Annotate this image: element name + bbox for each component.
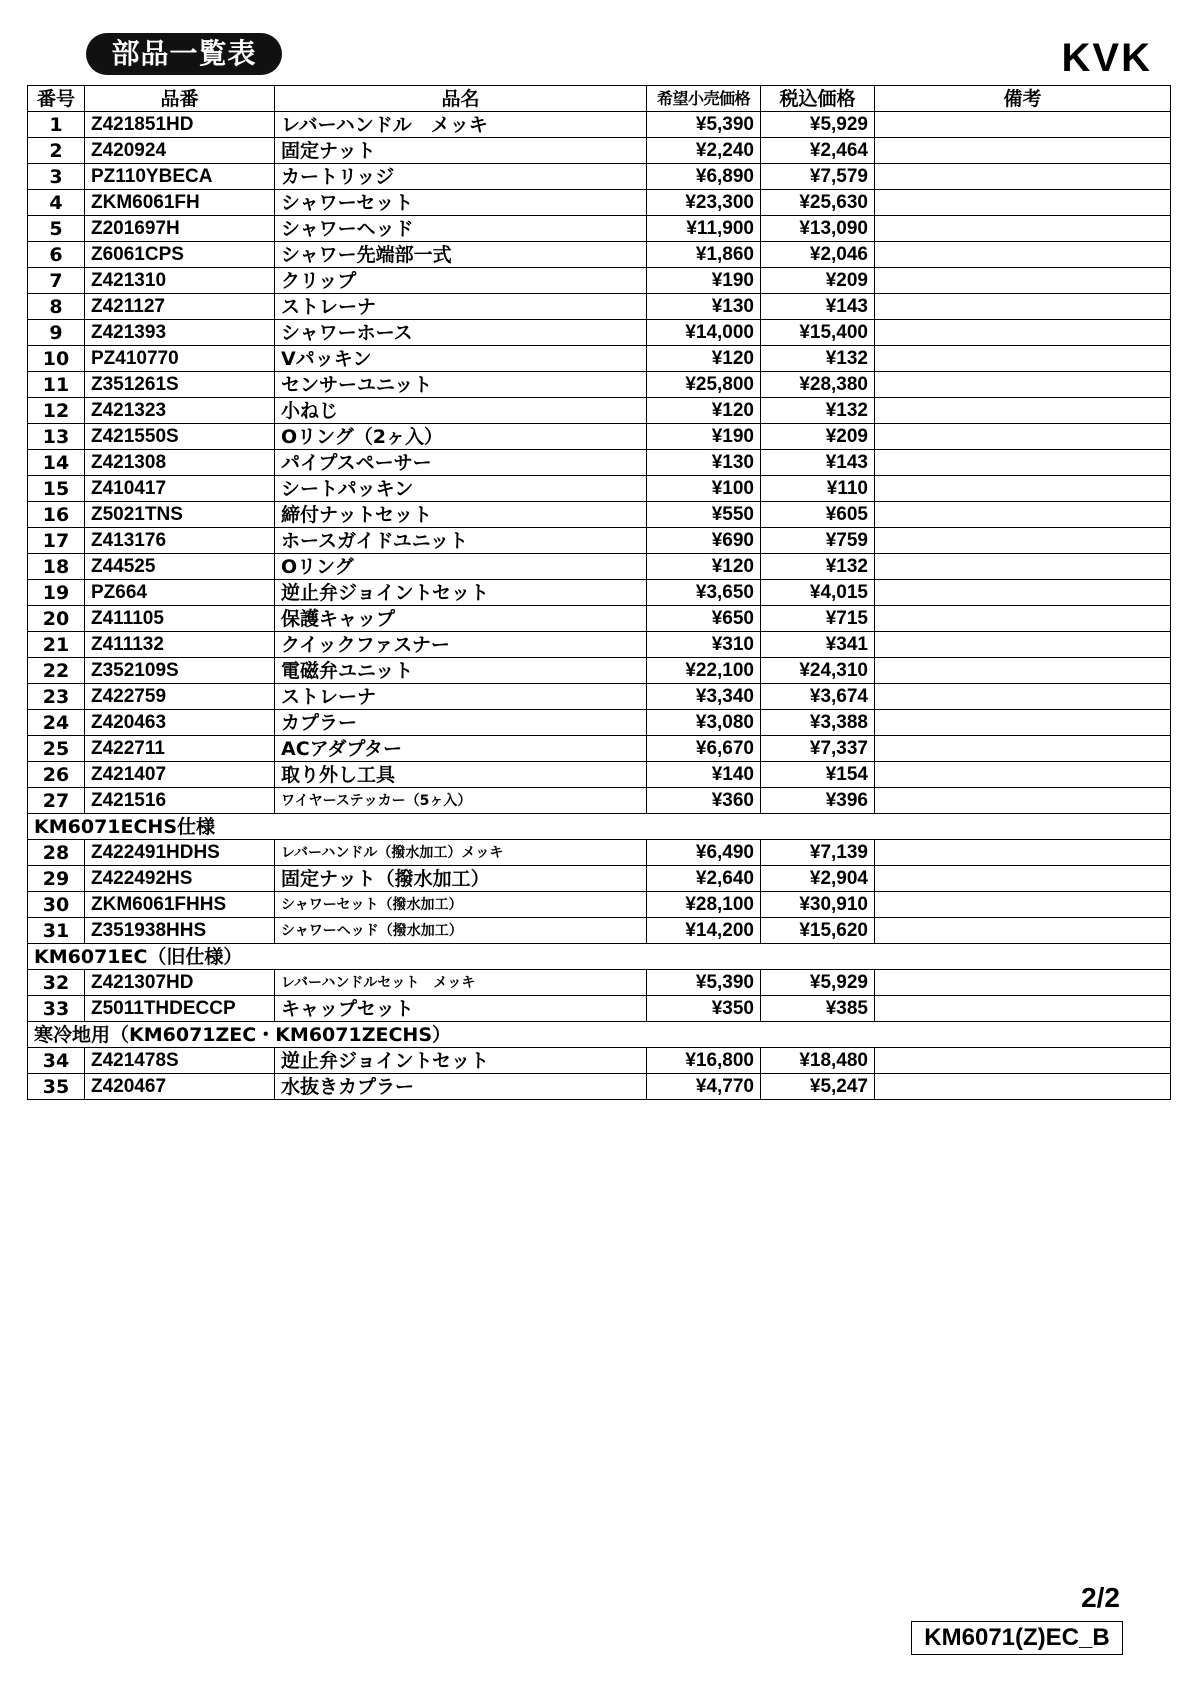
cell-code: Z422492HS	[85, 866, 275, 892]
cell-price: ¥550	[647, 502, 761, 528]
cell-note	[875, 580, 1171, 606]
cell-code: PZ410770	[85, 346, 275, 372]
cell-tax-price: ¥715	[761, 606, 875, 632]
cell-note	[875, 710, 1171, 736]
cell-code: Z201697H	[85, 216, 275, 242]
cell-code: ZKM6061FHHS	[85, 892, 275, 918]
cell-note	[875, 554, 1171, 580]
cell-name: シャワーセット	[275, 190, 647, 216]
cell-no: 33	[28, 996, 85, 1022]
cell-code: Z421550S	[85, 424, 275, 450]
cell-note	[875, 892, 1171, 918]
table-row	[28, 762, 1171, 788]
table-row	[28, 606, 1171, 632]
cell-note	[875, 190, 1171, 216]
cell-no: 34	[28, 1048, 85, 1074]
section-row	[28, 814, 1171, 840]
cell-no: 12	[28, 398, 85, 424]
cell-code: Z352109S	[85, 658, 275, 684]
cell-tax-price: ¥4,015	[761, 580, 875, 606]
cell-code: Z6061CPS	[85, 242, 275, 268]
cell-name: レバーハンドルセット メッキ	[275, 970, 647, 996]
cell-code: Z421516	[85, 788, 275, 814]
cell-name: 小ねじ	[275, 398, 647, 424]
cell-note	[875, 970, 1171, 996]
table-row	[28, 684, 1171, 710]
cell-price: ¥3,080	[647, 710, 761, 736]
cell-price: ¥310	[647, 632, 761, 658]
cell-price: ¥6,670	[647, 736, 761, 762]
cell-name: カプラー	[275, 710, 647, 736]
table-row	[28, 164, 1171, 190]
cell-tax-price: ¥7,579	[761, 164, 875, 190]
header-tax: 税込価格	[761, 86, 875, 112]
cell-tax-price: ¥2,904	[761, 866, 875, 892]
cell-tax-price: ¥15,620	[761, 918, 875, 944]
cell-note	[875, 632, 1171, 658]
table-row	[28, 528, 1171, 554]
cell-tax-price: ¥759	[761, 528, 875, 554]
cell-no: 31	[28, 918, 85, 944]
cell-code: Z351938HHS	[85, 918, 275, 944]
cell-code: Z420463	[85, 710, 275, 736]
table-row	[28, 840, 1171, 866]
cell-name: 固定ナット	[275, 138, 647, 164]
cell-note	[875, 918, 1171, 944]
cell-price: ¥28,100	[647, 892, 761, 918]
table-row	[28, 788, 1171, 814]
cell-tax-price: ¥5,929	[761, 112, 875, 138]
cell-price: ¥120	[647, 398, 761, 424]
cell-note	[875, 294, 1171, 320]
cell-note	[875, 268, 1171, 294]
cell-no: 28	[28, 840, 85, 866]
cell-tax-price: ¥30,910	[761, 892, 875, 918]
cell-code: PZ664	[85, 580, 275, 606]
cell-code: Z422711	[85, 736, 275, 762]
cell-no: 29	[28, 866, 85, 892]
table-row	[28, 632, 1171, 658]
cell-note	[875, 658, 1171, 684]
cell-note	[875, 840, 1171, 866]
table-row	[28, 346, 1171, 372]
cell-note	[875, 320, 1171, 346]
cell-price: ¥5,390	[647, 112, 761, 138]
table-row	[28, 658, 1171, 684]
cell-no: 35	[28, 1074, 85, 1100]
cell-code: Z421323	[85, 398, 275, 424]
cell-tax-price: ¥209	[761, 268, 875, 294]
cell-price: ¥650	[647, 606, 761, 632]
cell-no: 5	[28, 216, 85, 242]
cell-tax-price: ¥7,337	[761, 736, 875, 762]
table-row	[28, 268, 1171, 294]
cell-no: 8	[28, 294, 85, 320]
parts-table	[27, 85, 1171, 1100]
cell-no: 22	[28, 658, 85, 684]
cell-note	[875, 684, 1171, 710]
cell-name: シートパッキン	[275, 476, 647, 502]
cell-no: 1	[28, 112, 85, 138]
cell-note	[875, 762, 1171, 788]
cell-note	[875, 996, 1171, 1022]
model-code-box: KM6071(Z)EC_B	[911, 1621, 1123, 1655]
page-title: 部品一覧表	[86, 33, 282, 75]
cell-name: 取り外し工具	[275, 762, 647, 788]
cell-price: ¥23,300	[647, 190, 761, 216]
cell-code: Z421310	[85, 268, 275, 294]
section-row	[28, 944, 1171, 970]
cell-no: 14	[28, 450, 85, 476]
cell-tax-price: ¥132	[761, 398, 875, 424]
cell-no: 6	[28, 242, 85, 268]
cell-price: ¥360	[647, 788, 761, 814]
cell-code: Z411105	[85, 606, 275, 632]
cell-tax-price: ¥15,400	[761, 320, 875, 346]
table-header-row	[28, 86, 1171, 112]
cell-no: 18	[28, 554, 85, 580]
cell-name: Oリング	[275, 554, 647, 580]
cell-name: 水抜きカプラー	[275, 1074, 647, 1100]
cell-no: 16	[28, 502, 85, 528]
table-row	[28, 970, 1171, 996]
cell-no: 23	[28, 684, 85, 710]
header-name: 品名	[275, 86, 647, 112]
cell-tax-price: ¥24,310	[761, 658, 875, 684]
cell-note	[875, 112, 1171, 138]
cell-name: Oリング（2ヶ入）	[275, 424, 647, 450]
cell-tax-price: ¥110	[761, 476, 875, 502]
cell-name: クリップ	[275, 268, 647, 294]
cell-tax-price: ¥341	[761, 632, 875, 658]
header-code: 品番	[85, 86, 275, 112]
cell-no: 4	[28, 190, 85, 216]
cell-code: Z44525	[85, 554, 275, 580]
cell-no: 3	[28, 164, 85, 190]
cell-price: ¥2,640	[647, 866, 761, 892]
cell-tax-price: ¥5,247	[761, 1074, 875, 1100]
section-label: 寒冷地用（KM6071ZEC・KM6071ZECHS）	[28, 1022, 1171, 1048]
cell-price: ¥130	[647, 450, 761, 476]
cell-name: Vパッキン	[275, 346, 647, 372]
cell-no: 2	[28, 138, 85, 164]
table-row	[28, 372, 1171, 398]
cell-price: ¥3,340	[647, 684, 761, 710]
cell-note	[875, 346, 1171, 372]
cell-note	[875, 164, 1171, 190]
table-row	[28, 398, 1171, 424]
table-row	[28, 710, 1171, 736]
cell-price: ¥6,490	[647, 840, 761, 866]
cell-no: 32	[28, 970, 85, 996]
cell-no: 21	[28, 632, 85, 658]
table-row	[28, 476, 1171, 502]
table-row	[28, 424, 1171, 450]
cell-price: ¥6,890	[647, 164, 761, 190]
cell-name: カートリッジ	[275, 164, 647, 190]
cell-tax-price: ¥18,480	[761, 1048, 875, 1074]
cell-name: ACアダプター	[275, 736, 647, 762]
header-note: 備考	[875, 86, 1171, 112]
cell-name: キャップセット	[275, 996, 647, 1022]
cell-note	[875, 216, 1171, 242]
table-row	[28, 450, 1171, 476]
cell-note	[875, 398, 1171, 424]
cell-code: Z411132	[85, 632, 275, 658]
cell-note	[875, 476, 1171, 502]
cell-no: 13	[28, 424, 85, 450]
cell-code: Z421308	[85, 450, 275, 476]
cell-code: Z5011THDECCP	[85, 996, 275, 1022]
table-row	[28, 502, 1171, 528]
cell-name: 固定ナット（撥水加工）	[275, 866, 647, 892]
cell-tax-price: ¥143	[761, 450, 875, 476]
table-row	[28, 138, 1171, 164]
cell-no: 20	[28, 606, 85, 632]
section-label: KM6071EC（旧仕様）	[28, 944, 1171, 970]
cell-no: 24	[28, 710, 85, 736]
page-number: 2/2	[1081, 1582, 1120, 1613]
section-label: KM6071ECHS仕様	[28, 814, 1171, 840]
section-row	[28, 1022, 1171, 1048]
table-row	[28, 580, 1171, 606]
cell-tax-price: ¥2,046	[761, 242, 875, 268]
cell-name: クイックファスナー	[275, 632, 647, 658]
table-row	[28, 892, 1171, 918]
parts-table-body	[28, 112, 1171, 1100]
cell-note	[875, 528, 1171, 554]
cell-name: 締付ナットセット	[275, 502, 647, 528]
cell-tax-price: ¥7,139	[761, 840, 875, 866]
cell-name: シャワーヘッド（撥水加工）	[275, 918, 647, 944]
cell-code: Z421851HD	[85, 112, 275, 138]
cell-tax-price: ¥209	[761, 424, 875, 450]
cell-tax-price: ¥3,674	[761, 684, 875, 710]
cell-price: ¥190	[647, 268, 761, 294]
cell-price: ¥25,800	[647, 372, 761, 398]
cell-price: ¥14,000	[647, 320, 761, 346]
cell-name: 逆止弁ジョイントセット	[275, 1048, 647, 1074]
brand-logo: KVK	[1061, 36, 1152, 80]
cell-no: 9	[28, 320, 85, 346]
cell-no: 7	[28, 268, 85, 294]
cell-code: Z422759	[85, 684, 275, 710]
cell-code: Z421407	[85, 762, 275, 788]
cell-name: ワイヤーステッカー（5ヶ入）	[275, 788, 647, 814]
cell-name: センサーユニット	[275, 372, 647, 398]
cell-note	[875, 424, 1171, 450]
table-row	[28, 1048, 1171, 1074]
cell-note	[875, 502, 1171, 528]
cell-tax-price: ¥605	[761, 502, 875, 528]
cell-code: Z421127	[85, 294, 275, 320]
cell-no: 19	[28, 580, 85, 606]
cell-name: シャワーヘッド	[275, 216, 647, 242]
cell-note	[875, 138, 1171, 164]
table-row	[28, 216, 1171, 242]
cell-code: Z5021TNS	[85, 502, 275, 528]
cell-code: Z420467	[85, 1074, 275, 1100]
cell-code: Z413176	[85, 528, 275, 554]
cell-name: レバーハンドル メッキ	[275, 112, 647, 138]
cell-price: ¥350	[647, 996, 761, 1022]
cell-note	[875, 1074, 1171, 1100]
cell-tax-price: ¥13,090	[761, 216, 875, 242]
cell-no: 15	[28, 476, 85, 502]
cell-price: ¥3,650	[647, 580, 761, 606]
cell-price: ¥100	[647, 476, 761, 502]
cell-name: ホースガイドユニット	[275, 528, 647, 554]
table-row	[28, 190, 1171, 216]
cell-tax-price: ¥3,388	[761, 710, 875, 736]
cell-price: ¥5,390	[647, 970, 761, 996]
cell-price: ¥690	[647, 528, 761, 554]
table-row	[28, 1074, 1171, 1100]
cell-no: 27	[28, 788, 85, 814]
cell-code: ZKM6061FH	[85, 190, 275, 216]
cell-no: 26	[28, 762, 85, 788]
cell-code: PZ110YBECA	[85, 164, 275, 190]
cell-name: ストレーナ	[275, 294, 647, 320]
cell-note	[875, 606, 1171, 632]
table-row	[28, 866, 1171, 892]
cell-note	[875, 242, 1171, 268]
cell-code: Z421393	[85, 320, 275, 346]
cell-name: ストレーナ	[275, 684, 647, 710]
table-row	[28, 242, 1171, 268]
cell-code: Z420924	[85, 138, 275, 164]
cell-note	[875, 788, 1171, 814]
table-row	[28, 918, 1171, 944]
cell-tax-price: ¥2,464	[761, 138, 875, 164]
header-price: 希望小売価格	[647, 86, 761, 112]
cell-no: 17	[28, 528, 85, 554]
cell-code: Z421307HD	[85, 970, 275, 996]
cell-price: ¥120	[647, 554, 761, 580]
cell-tax-price: ¥132	[761, 346, 875, 372]
table-row	[28, 112, 1171, 138]
cell-price: ¥120	[647, 346, 761, 372]
cell-tax-price: ¥25,630	[761, 190, 875, 216]
cell-price: ¥22,100	[647, 658, 761, 684]
cell-price: ¥4,770	[647, 1074, 761, 1100]
cell-name: シャワーホース	[275, 320, 647, 346]
cell-no: 30	[28, 892, 85, 918]
cell-note	[875, 372, 1171, 398]
cell-price: ¥1,860	[647, 242, 761, 268]
cell-price: ¥16,800	[647, 1048, 761, 1074]
header-no: 番号	[28, 86, 85, 112]
cell-price: ¥130	[647, 294, 761, 320]
cell-tax-price: ¥143	[761, 294, 875, 320]
cell-code: Z421478S	[85, 1048, 275, 1074]
cell-code: Z422491HDHS	[85, 840, 275, 866]
cell-note	[875, 866, 1171, 892]
cell-note	[875, 736, 1171, 762]
table-row	[28, 320, 1171, 346]
cell-code: Z351261S	[85, 372, 275, 398]
cell-price: ¥14,200	[647, 918, 761, 944]
cell-name: レバーハンドル（撥水加工）メッキ	[275, 840, 647, 866]
cell-tax-price: ¥28,380	[761, 372, 875, 398]
cell-tax-price: ¥132	[761, 554, 875, 580]
cell-price: ¥190	[647, 424, 761, 450]
cell-tax-price: ¥396	[761, 788, 875, 814]
table-row	[28, 294, 1171, 320]
cell-price: ¥2,240	[647, 138, 761, 164]
cell-name: 電磁弁ユニット	[275, 658, 647, 684]
cell-no: 10	[28, 346, 85, 372]
cell-name: 逆止弁ジョイントセット	[275, 580, 647, 606]
cell-note	[875, 450, 1171, 476]
table-row	[28, 996, 1171, 1022]
cell-name: 保護キャップ	[275, 606, 647, 632]
cell-name: シャワーセット（撥水加工）	[275, 892, 647, 918]
cell-no: 25	[28, 736, 85, 762]
cell-tax-price: ¥154	[761, 762, 875, 788]
table-row	[28, 554, 1171, 580]
cell-name: シャワー先端部一式	[275, 242, 647, 268]
cell-price: ¥140	[647, 762, 761, 788]
cell-code: Z410417	[85, 476, 275, 502]
cell-name: パイプスペーサー	[275, 450, 647, 476]
cell-tax-price: ¥5,929	[761, 970, 875, 996]
cell-price: ¥11,900	[647, 216, 761, 242]
cell-no: 11	[28, 372, 85, 398]
table-row	[28, 736, 1171, 762]
cell-note	[875, 1048, 1171, 1074]
cell-tax-price: ¥385	[761, 996, 875, 1022]
